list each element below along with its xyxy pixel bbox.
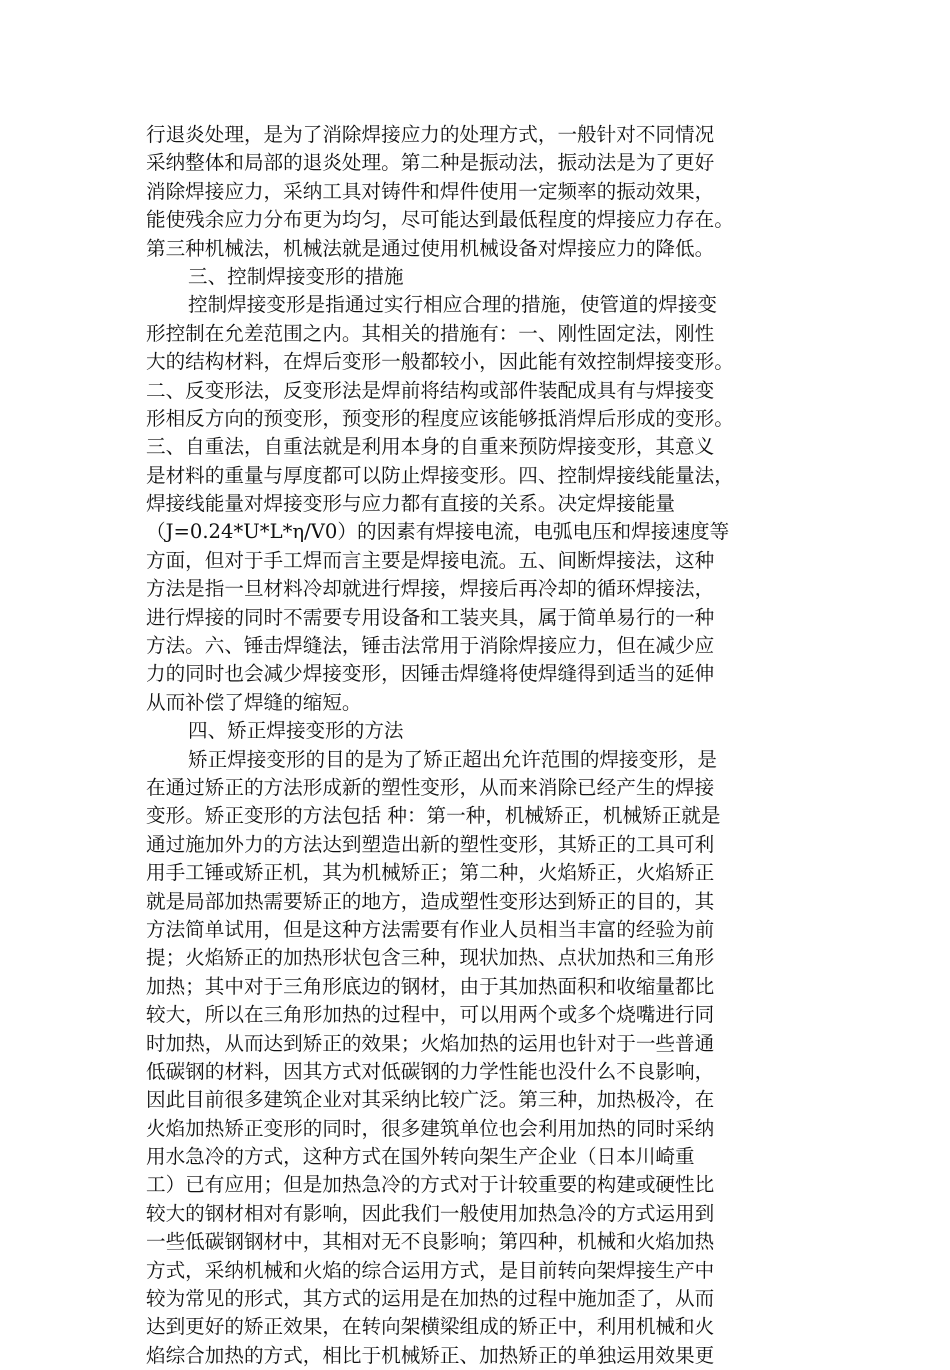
text-line: 能使残余应力分布更为均匀，尽可能达到最低程度的焊接应力存在。 xyxy=(146,208,734,232)
text-line: 在通过矫正的方法形成新的塑性变形，从而来消除已经产生的焊接 xyxy=(146,775,715,799)
paragraph-start-line: 矫正焊接变形的目的是为了矫正超出允许范围的焊接变形，是 xyxy=(188,747,718,771)
text-line: 行退炎处理，是为了消除焊接应力的处理方式，一般针对不同情况 xyxy=(146,123,715,146)
text-line: 用水急冷的方式，这种方式在国外转向架生产企业（日本川崎重 xyxy=(146,1145,695,1169)
text-line: 用手工锤或矫正机，其为机械矫正；第二种，火焰矫正，火焰矫正 xyxy=(146,861,715,885)
text-line: 方法。六、锤击焊缝法，锤击法常用于消除焊接应力，但在减少应 xyxy=(146,634,715,658)
text-line: 形相反方向的预变形，预变形的程度应该能够抵消焊后形成的变形。 xyxy=(146,406,734,430)
text-line: 焰综合加热的方式，相比于机械矫正、加热矫正的单独运用效果更 xyxy=(146,1343,715,1367)
text-line: 大的结构材料，在焊后变形一般都较小，因此能有效控制焊接变形。 xyxy=(146,350,734,374)
text-line: 达到更好的矫正效果，在转向架横梁组成的矫正中，利用机械和火 xyxy=(146,1315,715,1339)
text-line: 方面，但对于手工焊而言主要是焊接电流。五、间断焊接法，这种 xyxy=(146,548,715,572)
text-line: 是材料的重量与厚度都可以防止焊接变形。四、控制焊接线能量法， xyxy=(146,463,734,487)
text-line: 就是局部加热需要矫正的地方，造成塑性变形达到矫正的目的，其 xyxy=(146,889,715,913)
text-line: 采纳整体和局部的退炎处理。第二种是振动法，振动法是为了更好 xyxy=(146,151,715,175)
document-body xyxy=(146,121,806,1370)
text-line: 形控制在允差范围之内。其相关的措施有：一、刚性固定法，刚性 xyxy=(146,321,715,345)
text-line: 二、反变形法，反变形法是焊前将结构或部件装配成具有与焊接变 xyxy=(146,378,715,402)
text-line: 提；火焰矫正的加热形状包含三种，现状加热、点状加热和三角形 xyxy=(146,946,715,970)
section-heading: 四、矫正焊接变形的方法 xyxy=(188,719,404,743)
text-line: 一些低碳钢钢材中，其相对无不良影响；第四种，机械和火焰加热 xyxy=(146,1230,715,1254)
text-line: 火焰加热矫正变形的同时，很多建筑单位也会利用加热的同时采纳 xyxy=(146,1116,715,1140)
text-line: 力的同时也会减少焊接变形，因锤击焊缝将使焊缝得到适当的延伸 xyxy=(146,662,715,686)
text-line: 方式，采纳机械和火焰的综合运用方式，是目前转向架焊接生产中 xyxy=(146,1258,715,1282)
text-line: 时加热，从而达到矫正的效果；火焰加热的运用也针对于一些普通 xyxy=(146,1031,715,1055)
text-line: 低碳钢的材料，因其方式对低碳钢的力学性能也没什么不良影响， xyxy=(146,1059,715,1083)
text-line: 因此目前很多建筑企业对其采纳比较广泛。第三种，加热极冷，在 xyxy=(146,1088,715,1112)
text-line: 变形。矫正变形的方法包括 种：第一种，机械矫正，机械矫正就是 xyxy=(146,804,721,828)
text-line: 第三种机械法，机械法就是通过使用机械设备对焊接应力的降低。 xyxy=(146,236,715,260)
text-line: 从而补偿了焊缝的缩短。 xyxy=(146,690,362,714)
text-line: 加热；其中对于三角形底边的钢材，由于其加热面积和收缩量都比 xyxy=(146,974,715,998)
text-line: 工）已有应用；但是加热急冷的方式对于计较重要的构建或硬性比 xyxy=(146,1173,715,1197)
text-line: 较大的钢材相对有影响，因此我们一般使用加热急冷的方式运用到 xyxy=(146,1201,715,1225)
text-line: 焊接线能量对焊接变形与应力都有直接的关系。决定焊接能量 xyxy=(146,492,676,516)
text-line: 较大，所以在三角形加热的过程中，可以用两个或多个烧嘴进行同 xyxy=(146,1003,715,1027)
text-line: （J=0.24*U*L*η/V0）的因素有焊接电流，电弧电压和焊接速度等 xyxy=(146,520,730,544)
text-line: 三、自重法，自重法就是利用本身的自重来预防焊接变形，其意义 xyxy=(146,435,715,459)
text-line: 方法简单试用，但是这种方法需要有作业人员相当丰富的经验为前 xyxy=(146,917,715,941)
section-heading: 三、控制焊接变形的措施 xyxy=(188,264,404,288)
text-line: 进行焊接的同时不需要专用设备和工装夹具，属于简单易行的一种 xyxy=(146,605,715,629)
text-line: 方法是指一旦材料冷却就进行焊接，焊接后再冷却的循环焊接法， xyxy=(146,577,715,601)
text-line: 较为常见的形式，其方式的运用是在加热的过程中施加歪了，从而 xyxy=(146,1287,715,1311)
paragraph-start-line: 控制焊接变形是指通过实行相应合理的措施，使管道的焊接变 xyxy=(188,293,718,317)
text-line: 通过施加外力的方法达到塑造出新的塑性变形，其矫正的工具可利 xyxy=(146,832,715,856)
text-line: 消除焊接应力，采纳工具对铸件和焊件使用一定频率的振动效果， xyxy=(146,179,715,203)
